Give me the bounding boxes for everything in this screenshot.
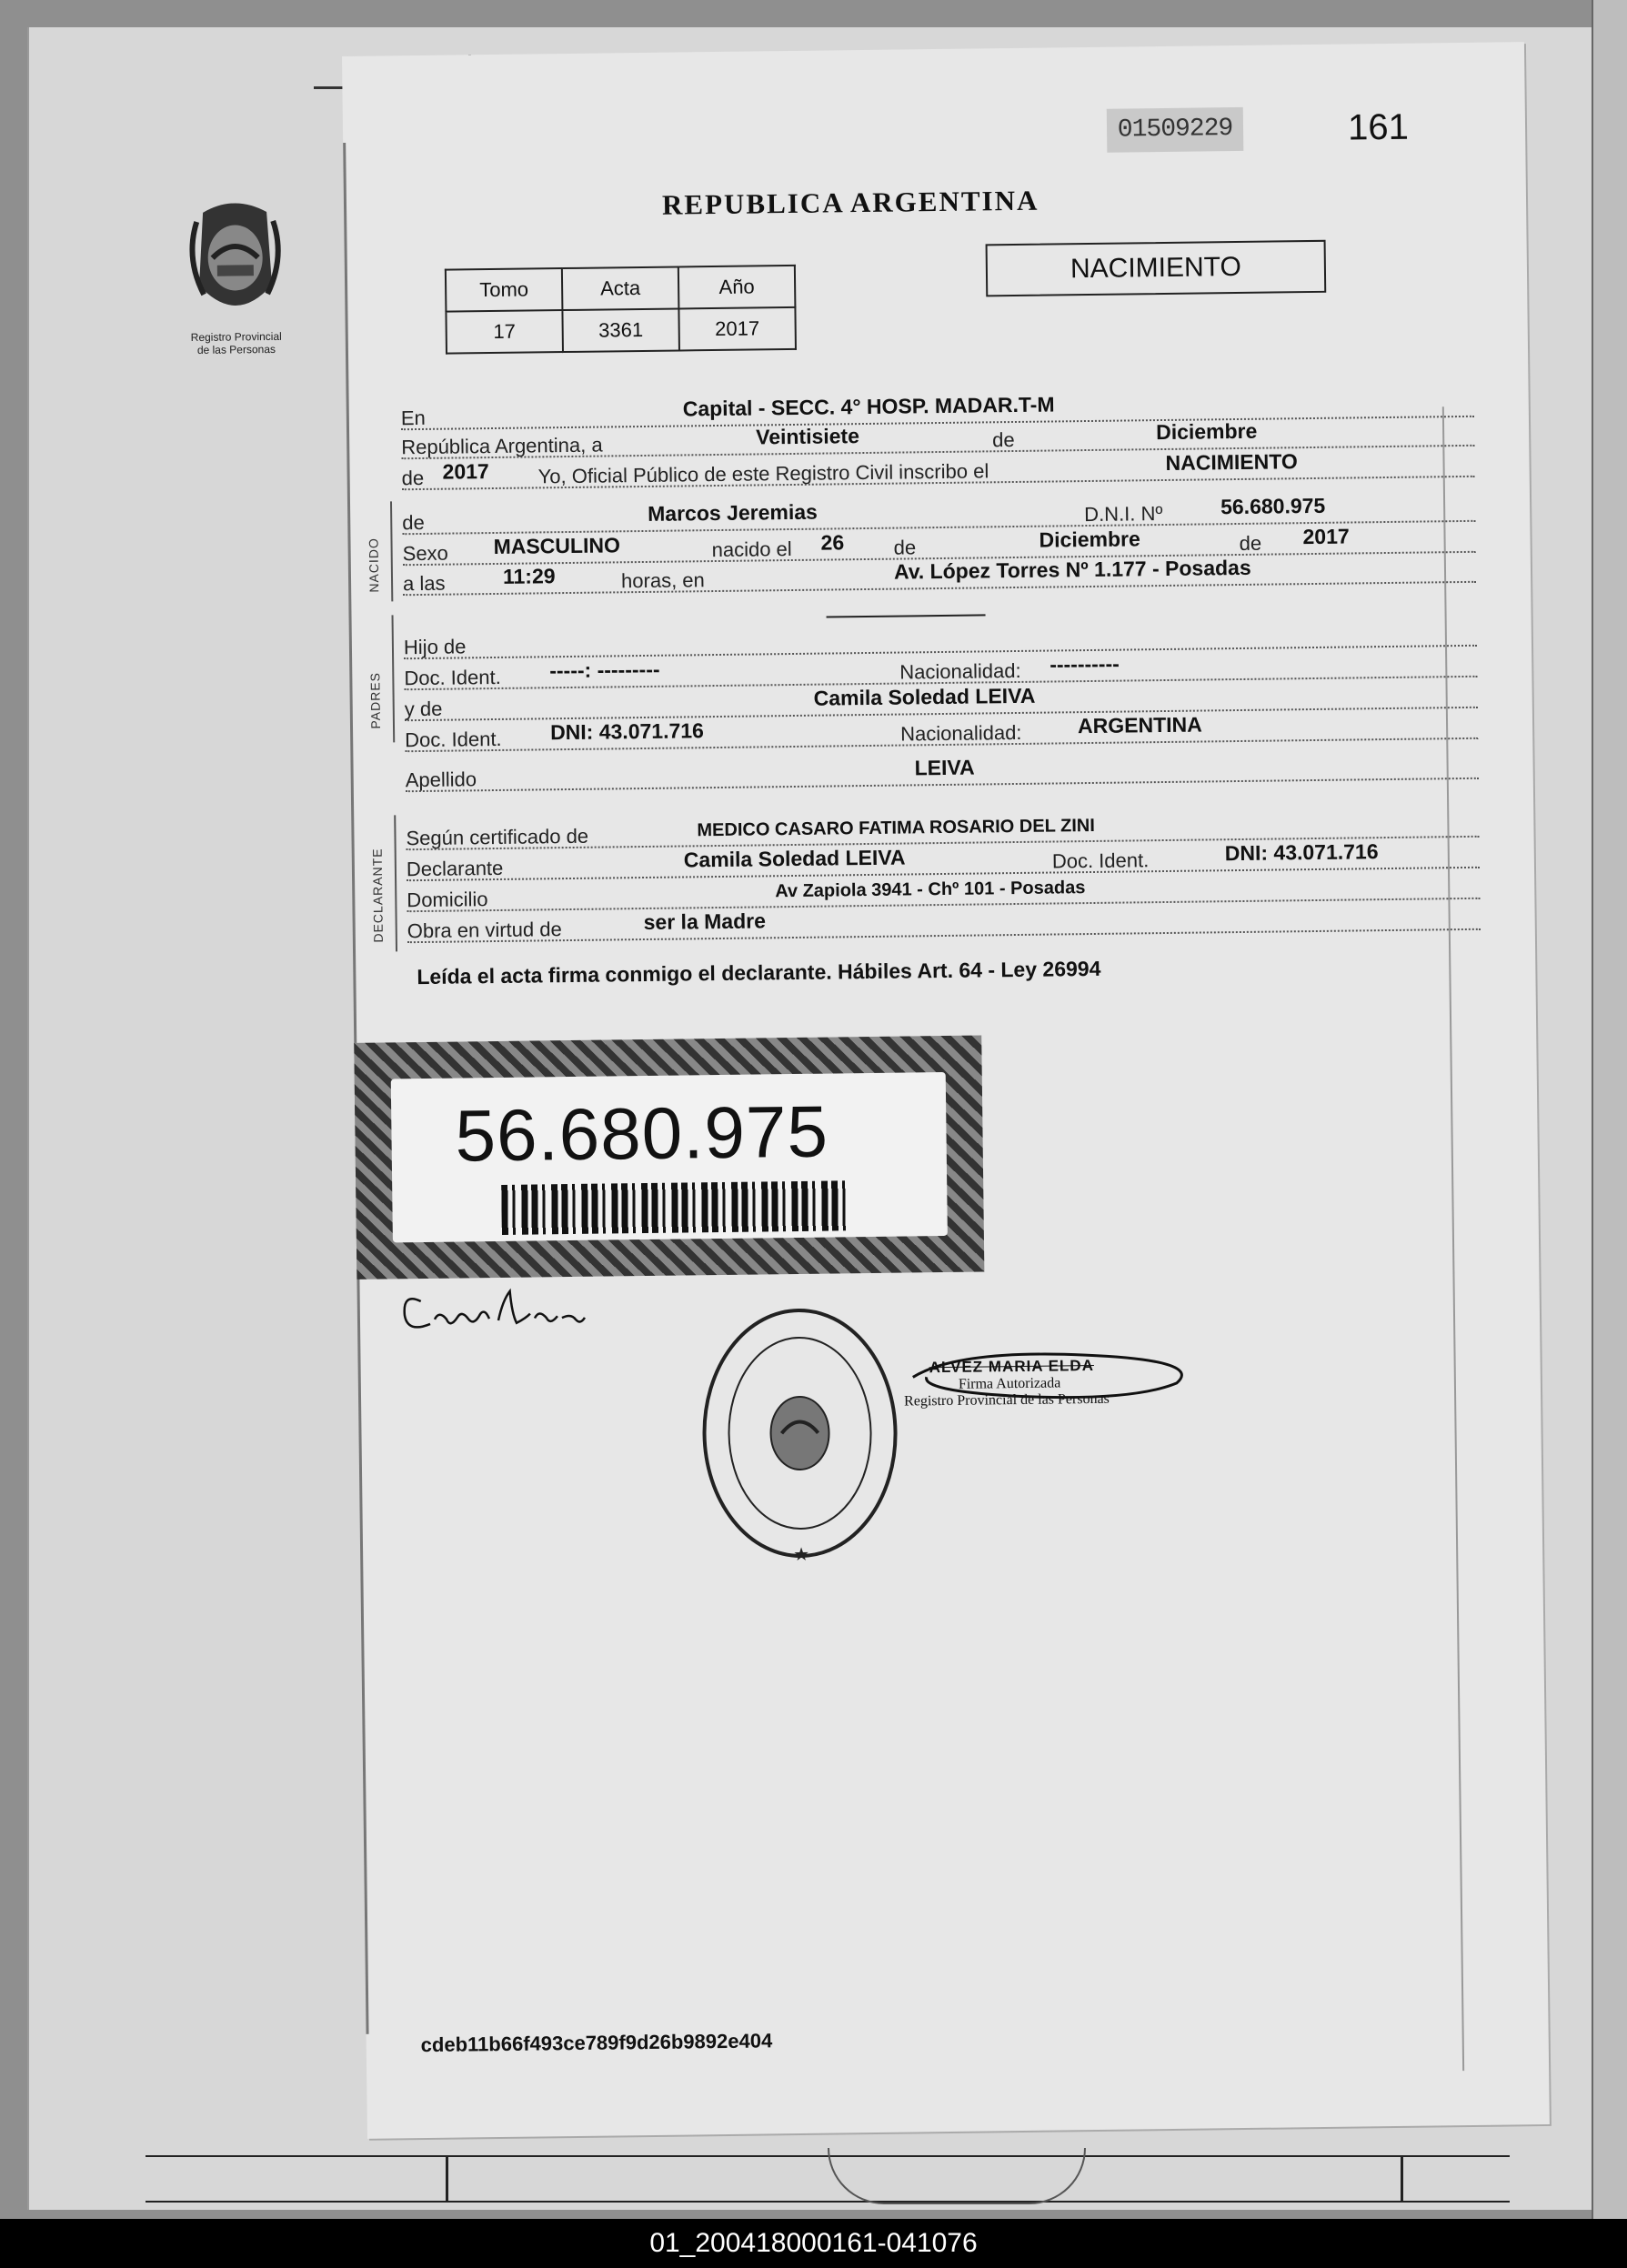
province-emblem [166,194,305,357]
emblem-label: de las Personas [196,342,276,356]
document-hash: cdeb11b66f493ce789f9d26b9892e404 [420,2029,773,2057]
field-label: Doc. Ident. [405,727,502,752]
field-value: -----: --------- [549,657,660,683]
field-value: Marcos Jeremias [648,499,819,526]
field-label: horas, en [620,568,705,593]
field-label: de [401,466,425,490]
field-value: MASCULINO [493,533,621,559]
field-value: Av. López Torres Nº 1.177 - Posadas [893,555,1251,584]
field-value: Diciembre [1155,418,1258,445]
field-value: Diciembre [1039,527,1140,552]
table-cell: 2017 [678,307,796,351]
seal-icon [694,1295,916,1571]
field-label: de [992,427,1015,452]
official-seal [694,1295,916,1575]
declarant-signature [393,1271,630,1351]
underlying-page-bottom [146,2155,1510,2203]
field-value: DNI: 43.071.716 [1224,839,1379,866]
field-value: 56.680.975 [1220,493,1326,519]
dni-sticker [354,1035,984,1279]
table-cell: 3361 [562,308,679,352]
field-label: Apellido [405,768,477,792]
table-row [446,307,796,354]
document-title: REPUBLICA ARGENTINA [661,184,1039,221]
section-label-padres: PADRES [367,671,384,729]
blank-line [827,614,986,617]
section-label-nacido: NACIDO [366,537,382,593]
field-value: Camila Soledad LEIVA [683,845,906,872]
form-row-surname [405,748,1478,792]
field-label: D.N.I. Nº [1084,502,1163,527]
handwritten-signature [393,1271,630,1347]
field-label: de [1239,531,1262,555]
birth-certificate [190,42,1550,2139]
signature-oval [903,1347,1204,1405]
section-bar [392,615,396,742]
field-label: República Argentina, a [401,433,603,459]
book-edge [1592,0,1627,2219]
field-value: LEIVA [914,755,975,780]
image-caption: 01_200418000161-041076 [649,2228,978,2258]
field-value: 2017 [1302,524,1350,549]
section-bar [394,815,397,951]
record-type-box: NACIMIENTO [986,240,1327,297]
field-label: nacido el [711,537,792,562]
field-label: Según certificado de [406,824,589,850]
field-value: 26 [820,530,845,555]
field-label: Domicilio [407,888,488,912]
authorized-signature [904,1356,1205,1410]
field-label: Obra en virtud de [407,918,562,943]
field-label: de [402,510,425,535]
table-header: Tomo [446,268,563,312]
field-value: Av Zapiola 3941 - Chº 101 - Posadas [775,878,1086,902]
field-value: DNI: 43.071.716 [549,718,705,745]
serial-number: 01509229 [1107,107,1244,153]
field-label: En [400,406,426,430]
official-role: Firma Autorizada [958,1375,1061,1392]
section-label-declarante: DECLARANTE [369,848,386,943]
page-number: 161 [1347,106,1410,148]
table-cell: 17 [446,310,563,354]
dni-number: 56.680.975 [454,1090,829,1177]
official-org: Registro Provincial de las Personas [904,1390,1110,1410]
field-label: Hijo de [403,635,467,659]
field-label: Nacionalidad: [899,658,1021,684]
field-value: 11:29 [502,564,556,588]
coat-of-arms-icon [180,194,291,331]
table-row [446,266,796,312]
table-header: Año [678,266,796,309]
field-label: Doc. Ident. [1051,848,1150,873]
field-label: de [893,536,917,559]
field-value: ARGENTINA [1077,712,1202,738]
field-value: Capital - SECC. 4° HOSP. MADAR.T-M [682,392,1055,421]
field-value: MEDICO CASARO FATIMA ROSARIO DEL ZINI [697,815,1095,841]
field-label: Sexo [402,541,448,566]
stamp-fragment [828,2148,1086,2204]
field-value: ---------- [1050,651,1120,677]
svg-text:★: ★ [793,1542,810,1566]
official-name: ALVEZ MARIA ELDA [929,1357,1095,1377]
record-table [445,265,797,355]
emblem-label: Registro Provincial [190,329,282,345]
closing-statement: Leída el acta firma conmigo el declarante. Hábiles Art. 64 - Ley 26994 [417,956,1101,989]
table-header: Acta [562,266,679,310]
dni-sticker-panel [391,1072,948,1242]
field-value: NACIMIENTO [1165,449,1298,475]
field-label: y de [404,697,443,721]
field-label: Doc. Ident. [404,665,501,690]
field-label: a las [402,571,446,596]
page-mark [446,2157,448,2201]
field-value: 2017 [442,459,489,484]
section-bar [390,501,393,601]
field-label: Nacionalidad: [899,720,1022,746]
field-value: Camila Soledad LEIVA [813,683,1036,710]
field-label: Yo, Oficial Público de este Registro Civil inscribo el [537,459,989,488]
field-value: ser la Madre [643,908,767,935]
page-mark [1401,2157,1403,2201]
field-value: Veintisiete [755,424,860,449]
barcode-icon [501,1180,848,1235]
field-label: Declarante [406,856,504,881]
